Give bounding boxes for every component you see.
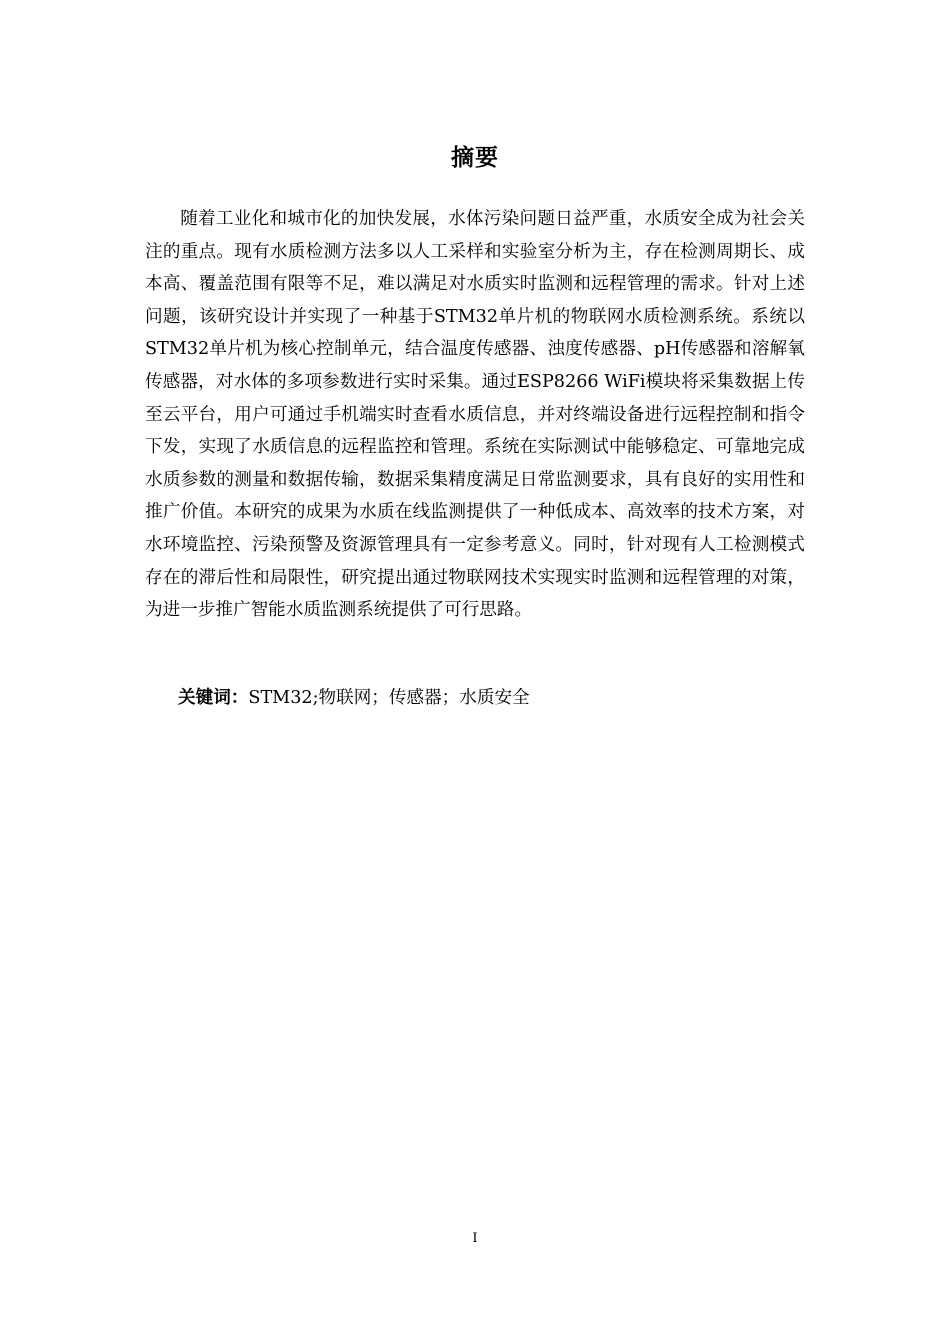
page-number: I (472, 1231, 478, 1246)
keywords-line (178, 682, 530, 714)
keywords-value: STM32;物联网；传感器；水质安全 (248, 688, 530, 708)
abstract-paragraph: 随着工业化和城市化的加快发展，水体污染问题日益严重，水质安全成为社会关注的重点。现有水质检测方法多以人工采样和实验室分析为主，存在检测周期长、成本高、覆盖范围有限等不足，难以满足对水质实时监测和远程管理的需求。针对上述问题，该研究设计并实现了一种基于STM32单片机的物联网水质检测系统。系统以STM32单片机为核心控制单元，结合温度传感器、浊度传感器、pH传感器和溶解氧传感器，对水体的多项参数进行实时采集。通过ESP8266 WiFi模块将采集数据上传至云平台，用户可通过手机端实时查看水质信息，并对终端设备进行远程控制和指令下发，实现了水质信息的远程监控和管理。系统在实际测试中能够稳定、可靠地完成水质参数的测量和数据传输，数据采集精度满足日常监测要求，具有良好的实用性和推广价值。本研究的成果为水质在线监测提供了一种低成本、高效率的技术方案，对水环境监控、污染预警及资源管理具有一定参考意义。同时，针对现有人工检测模式存在的滞后性和局限性，研究提出通过物联网技术实现实时监测和远程管理的对策，为进一步推广智能水质监测系统提供了可行思路。 (145, 209, 805, 621)
page-title: 摘要 (451, 145, 499, 171)
keywords-label: 关键词： (178, 688, 249, 708)
